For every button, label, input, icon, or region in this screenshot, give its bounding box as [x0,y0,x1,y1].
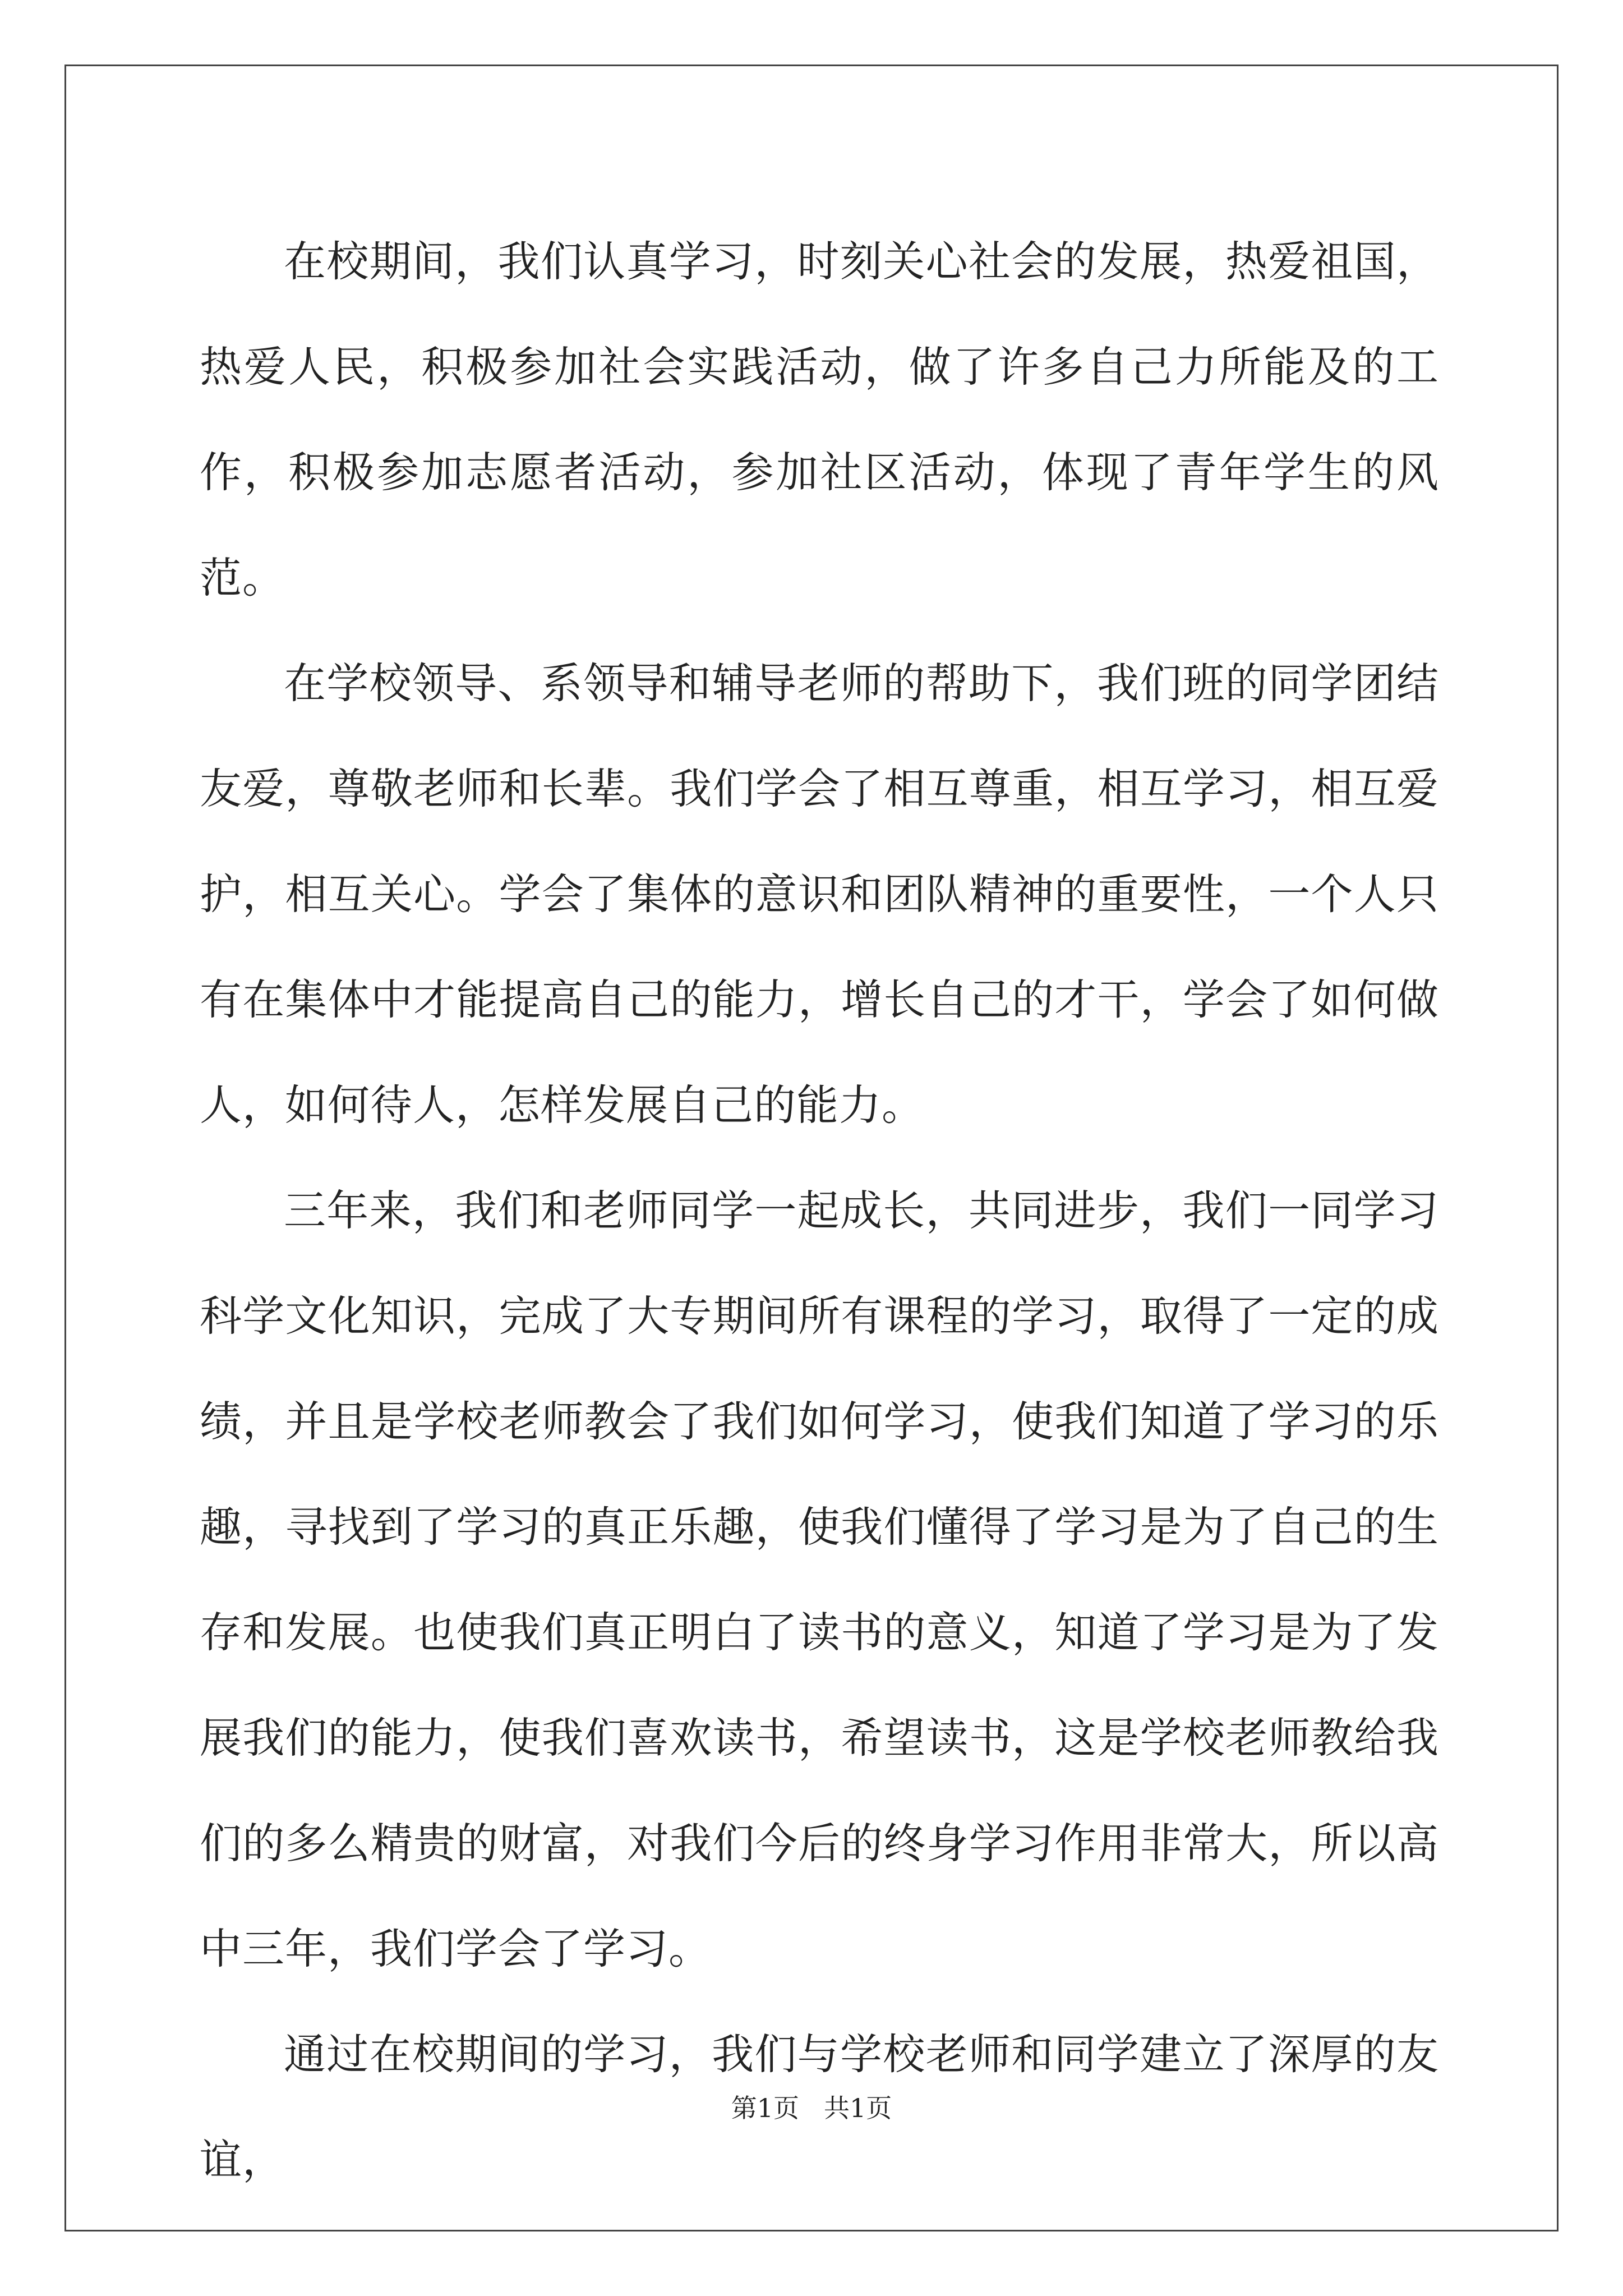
page-number: 第1页 [731,2093,800,2123]
document-body [200,209,1439,2212]
paragraph-2: 在学校领导、系领导和辅导老师的帮助下，我们班的同学团结友爱，尊敬老师和长辈。我们学会了相互尊重，相互学习，相互爱护，相互关心。学会了集体的意识和团队精神的重要性，一个人只有在集体中才能提高自己的能力，增长自己的才干，学会了如何做人，如何待人，怎样发展自己的能力。 [200,659,1439,1130]
footer-separator [799,2093,824,2123]
page-footer [0,2091,1623,2125]
paragraph-3: 三年来，我们和老师同学一起成长，共同进步，我们一同学习科学文化知识，完成了大专期间所有课程的学习，取得了一定的成绩，并且是学校老师教会了我们如何学习，使我们知道了学习的乐趣，寻找到了学习的真正乐趣，使我们懂得了学习是为了自己的生存和发展。也使我们真正明白了读书的意义，知道了学习是为了发展我们的能力，使我们喜欢读书，希望读书，这是学校老师教给我们的多么精贵的财富，对我们今后的终身学习作用非常大，所以高中三年，我们学会了学习。 [200,1186,1439,1973]
page-total: 共1页 [823,2093,892,2123]
paragraph-1: 在校期间，我们认真学习，时刻关心社会的发展，热爱祖国，热爱人民，积极参加社会实践活动，做了许多自己力所能及的工作，积极参加志愿者活动，参加社区活动，体现了青年学生的风范。 [200,237,1439,602]
paragraph-4: 通过在校期间的学习，我们与学校老师和同学建立了深厚的友谊， [200,2030,1439,2184]
